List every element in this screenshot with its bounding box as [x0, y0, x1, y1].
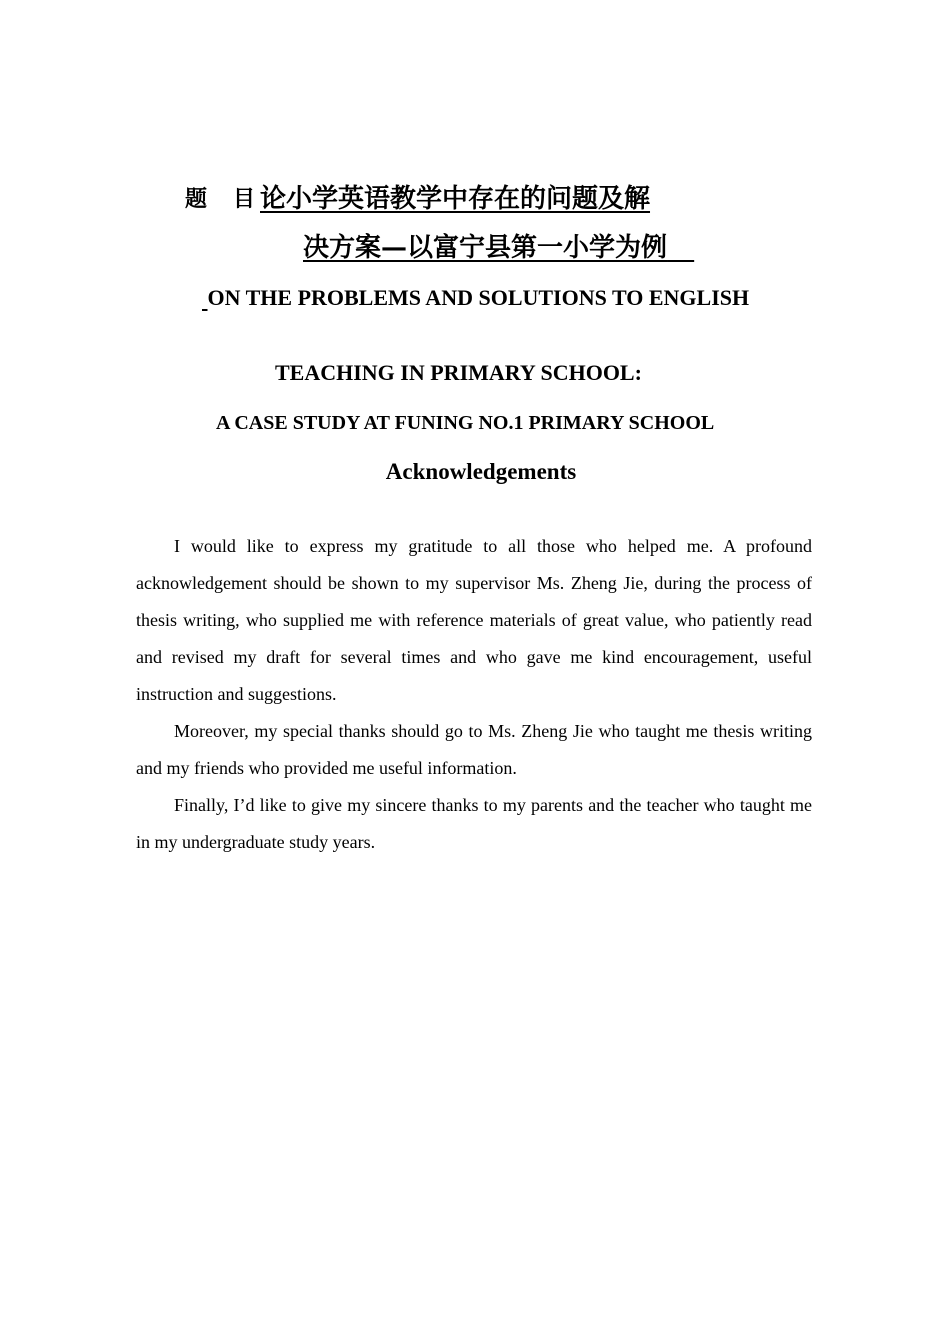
title-chinese-line-1 [260, 183, 650, 215]
paragraph-3: Finally, I’d like to give my sincere thanks to my parents and the teacher who taught me in my undergraduate study years. [136, 795, 812, 852]
paragraph-2: Moreover, my special thanks should go to Ms. Zheng Jie who taught me thesis writing and my friends who provided me useful information. [136, 721, 812, 778]
title-label-char-1: 题 [185, 186, 208, 212]
title-chinese-line-2 [303, 232, 694, 264]
title-label [185, 183, 255, 215]
acknowledgements-body [136, 528, 812, 861]
title-chinese-line-1-text: 论小学英语教学中存在的问题及解 [260, 184, 651, 214]
title-label-char-2: 目 [233, 186, 256, 212]
acknowledgements-heading: Acknowledgements [385, 459, 577, 484]
title-english-line-1 [202, 284, 749, 312]
title-chinese-line-2-text: 决方案—以富宁县第一小学为例 [303, 233, 668, 263]
title-english-line-1-text: ON THE PROBLEMS AND SOLUTIONS TO ENGLISH [207, 285, 750, 310]
paragraph-1: I would like to express my gratitude to all those who helped me. A profound acknowledgement should be shown to my supervisor Ms. Zheng Jie, during the process of thesis writing, who supplied me with reference materials of great value, who patiently read and revised my draft for several times and who gave me kind encouragement, useful instruction and suggestions. [136, 536, 812, 704]
title-english-line-2: TEACHING IN PRIMARY SCHOOL: [275, 360, 642, 385]
title-english-line-3: A CASE STUDY AT FUNING NO.1 PRIMARY SCHOOL [216, 412, 715, 434]
